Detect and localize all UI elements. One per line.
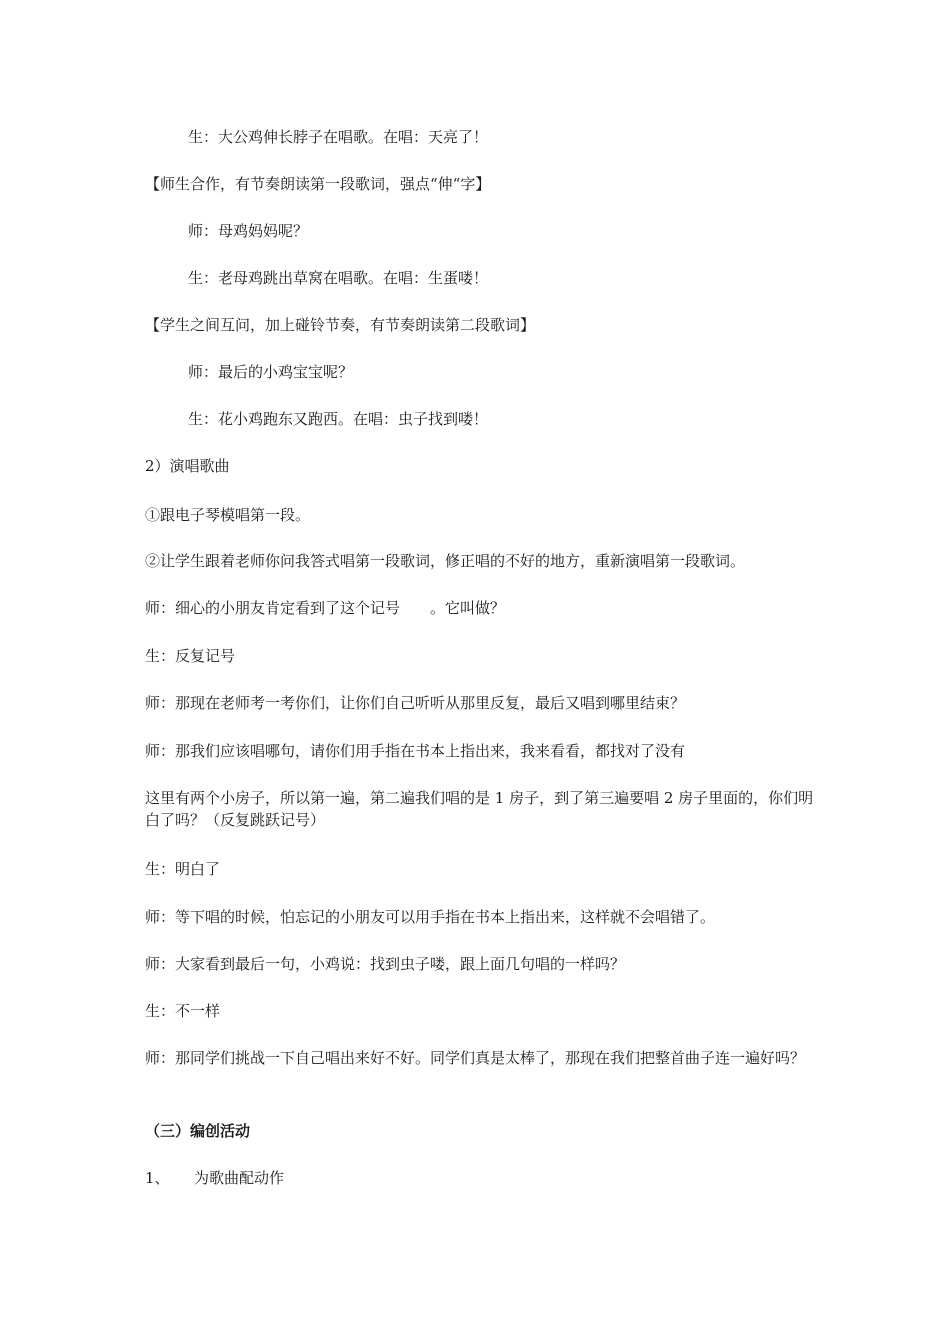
dialogue-paragraph: 师：那同学们挑战一下自己唱出来好不好。同学们真是太棒了，那现在我们把整首曲子连一遍好吗？ (145, 1049, 806, 1067)
explanation-paragraph: 这里有两个小房子，所以第一遍，第二遍我们唱的是 1 房子，到了第三遍要唱 2 房子里面的，你们明白了吗？（反复跳跃记号） (145, 789, 814, 829)
list-number: 1、 (145, 1169, 170, 1187)
dialogue-line: 生：反复记号 (145, 647, 236, 665)
dialogue-line: 生：不一样 (145, 1002, 221, 1020)
dialogue-line: 师：母鸡妈妈呢？ (188, 222, 309, 240)
step-line: ②让学生跟着老师你问我答式唱第一段歌词，修正唱的不好的地方，重新演唱第一段歌词。 (145, 552, 746, 570)
dialogue-line: 师：大家看到最后一句，小鸡说：找到虫子喽，跟上面几句唱的一样吗？ (145, 955, 626, 973)
dialogue-line: 生：老母鸡跳出草窝在唱歌。在唱：生蛋喽！ (188, 269, 489, 287)
dialogue-line: 师：等下唱的时候，怕忘记的小朋友可以用手指在书本上指出来，这样就不会唱错了。 (145, 908, 716, 926)
dialogue-line: 师：那我们应该唱哪句，请你们用手指在书本上指出来，我来看看，都找对了没有 (145, 742, 686, 760)
subsection-heading: 2）演唱歌曲 (145, 457, 230, 475)
step-line: ①跟电子琴模唱第一段。 (145, 506, 311, 524)
dialogue-line: 师：最后的小鸡宝宝呢？ (188, 363, 354, 381)
dialogue-line: 师：细心的小朋友肯定看到了这个记号 。它叫做？ (145, 599, 506, 617)
dialogue-line: 生：花小鸡跑东又跑西。在唱：虫子找到喽！ (188, 410, 489, 428)
dialogue-line: 生：大公鸡伸长脖子在唱歌。在唱：天亮了！ (188, 128, 489, 146)
section-heading: （三）编创活动 (145, 1122, 251, 1140)
dialogue-line: 生：明白了 (145, 860, 221, 878)
dialogue-line: 师：那现在老师考一考你们，让你们自己听听从那里反复，最后又唱到哪里结束？ (145, 694, 686, 712)
stage-direction: 【学生之间互问，加上碰铃节奏，有节奏朗读第二段歌词】 (145, 316, 536, 334)
stage-direction: 【师生合作，有节奏朗读第一段歌词，强点“伸“字】 (145, 175, 491, 193)
list-item-text: 为歌曲配动作 (194, 1169, 285, 1187)
